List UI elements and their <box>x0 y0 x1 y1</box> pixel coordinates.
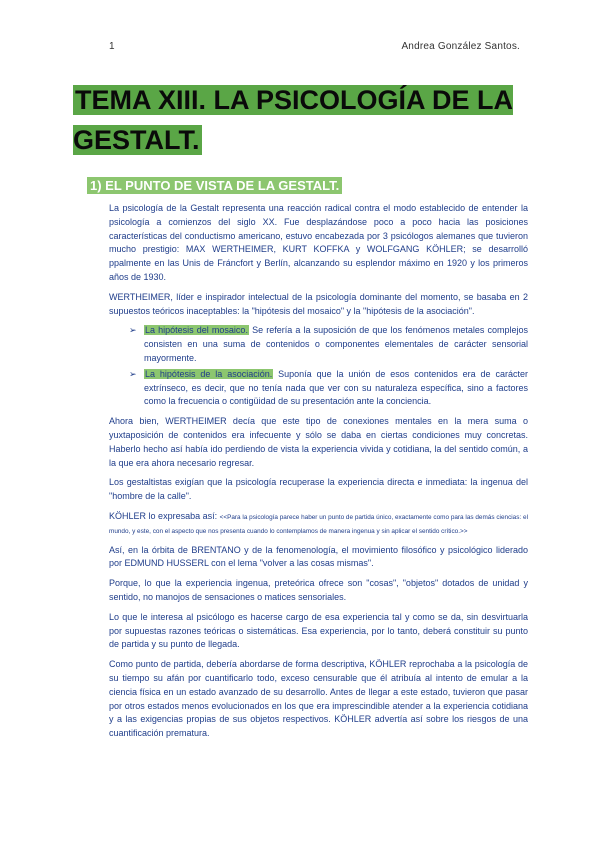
paragraph-brentano: Así, en la órbita de BRENTANO y de la fenomenología, el movimiento filosófico y psicológico liderado por EDMUND HUSSERL con el lema "volver a las cosas mismas". <box>109 544 528 569</box>
bullet-label-mosaic: La hipótesis del mosaico. <box>145 325 248 336</box>
paragraph-psychologist: Lo que le interesa al psicólogo es hacerse cargo de esa experiencia tal y como se da, sin desvirtuarla por supuestas razones teóricas o sistemáticas. Esa experiencia, por lo tanto, deberá constituir su punto de partida y su punto de llegada. <box>109 611 528 650</box>
list-item <box>129 324 528 365</box>
paragraph-starting-point: Como punto de partida, debería abordarse de forma descriptiva, KÖHLER reprochaba a la psicología de su tiempo su afán por cuantificarlo todo, exceso censurable que él atribuía al intento de emular a la ciencia física en un estado avanzado de su desarrollo. Antes de llegar a este estado, tuvieron que pasar por otros estados menos evolucionados en los que era imprescindible atender a la experiencia cotidiana y a las exigencias propias de sus objetos respectivos. KÖHLER advertía así sobre los riesgos de una cuantificación prematura. <box>109 659 528 739</box>
arrow-bullet-icon: ➢ <box>129 368 137 379</box>
paragraph-experience: Porque, lo que la experiencia ingenua, preteórica ofrece son "cosas", "objetos" dotados de unidad y sentido, no manojos de sensaciones o matices sensoriales. <box>109 578 528 602</box>
bullet-text-mosaic: Se refería a la suposición de que los fenómenos metales complejos consisten en una suma de contenidos o componentes elementales de carácter sensorial mayormente. <box>144 325 529 363</box>
quote-text: <<Para la psicología parece haber un punto de partida único, exactamente como para las demás ciencias: el mundo, y este, con el aspecto que nos presenta cuando lo contemplamos de manera ingenua y sin aplicar el sentido crítico.>> <box>109 513 528 535</box>
paragraph-intro: La psicología de la Gestalt representa una reacción radical contra el modo establecido de entender la psicología a comienzos del siglo XX. Fue desplazándose poco a poco hacia las posiciones características del conductismo americano, estuvo encabezada por 3 psicólogos alemanes que tuvieron mucho prestigio: MAX WERTHEIMER, KURT KOFFKA y WOLFGANG KÖHLER; se desarrolló ppalmente en las Unis de Fráncfort y Berlín, alcanzando su esplendor máximo en 1920 y los primeros años de 1930. <box>109 203 528 282</box>
bullet-text-association: Suponía que la unión de esos contenidos era de carácter extrínseco, es decir, que no tenía nada que ver con su naturaleza específica, sino a factores como la frecuencia o contigüidad de su presentación ante la conciencia. <box>144 368 528 407</box>
arrow-bullet-icon: ➢ <box>129 325 137 336</box>
list-item <box>129 368 528 409</box>
section-heading: 1) EL PUNTO DE VISTA DE LA GESTALT. <box>87 177 342 194</box>
quote-lead: KÖHLER lo expresaba así: <box>109 510 220 521</box>
hypotheses-list <box>109 324 528 409</box>
bullet-label-association: La hipótesis de la asociación. <box>145 368 273 379</box>
paragraph-gestaltists: Los gestaltistas exigían que la psicología recuperase la experiencia directa e inmediata: la ingenua del "hombre de la calle". <box>109 477 528 502</box>
body-text <box>109 202 528 747</box>
paragraph-kohler-quote <box>109 510 528 538</box>
paragraph-wertheimer: WERTHEIMER, líder e inspirador intelectual de la psicología dominante del momento, se basaba en 2 supuestos teóricos inaceptables: la "hipótesis del mosaico" y la "hipótesis de la asociación". <box>109 291 528 316</box>
page-title-text: TEMA XIII. LA PSICOLOGÍA DE LA GESTALT. <box>73 85 514 155</box>
paragraph-connections: Ahora bien, WERTHEIMER decía que este tipo de conexiones mentales en la mera suma o yuxtaposición de contenidos era infecuente y sólo se daba en ciertas condiciones muy concretas. Haberlo hecho así había ido perdiendo de vista la experiencia vivida y cotidiana, la del sentido común, a la que era ahora necesario regresar. <box>109 416 528 468</box>
page-title <box>73 80 533 160</box>
author-name: Andrea González Santos. <box>401 41 520 52</box>
page-number: 1 <box>109 41 115 52</box>
